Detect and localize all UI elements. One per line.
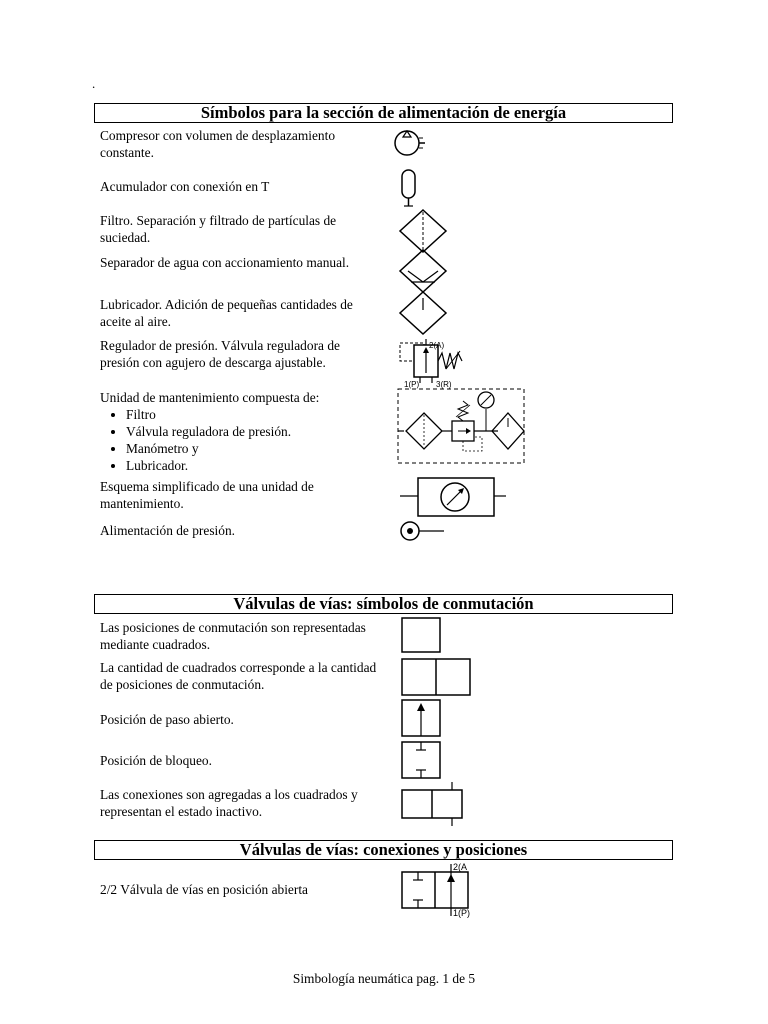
list-item: • Válvula reguladora de presión. (126, 423, 380, 440)
two-squares-icon (400, 657, 474, 699)
row-text-compressor: Compresor con volumen de desplazamiento constante. (100, 128, 336, 160)
regulator-label-p: 1(P) (404, 380, 420, 389)
pressure-regulator-icon (398, 337, 478, 391)
valve-label-a: 2(A (453, 862, 468, 872)
pressure-source-icon (398, 519, 448, 543)
row-text-lubricator: Lubricador. Adición de pequeñas cantidades de aceite al aire. (100, 297, 353, 329)
row-text-connections: Las conexiones son agregadas a los cuadrados y representan el estado inactivo. (100, 787, 358, 819)
blocked-position-icon (400, 740, 444, 782)
list-item: • Filtro (126, 406, 380, 423)
regulator-label-a: 2(A) (429, 341, 445, 350)
row-text-accumulator: Acumulador con conexión en T (100, 179, 270, 194)
row-text-single-square: Las posiciones de conmutación son representadas mediante cuadrados. (100, 620, 366, 652)
connections-icon (400, 780, 470, 828)
row-text-two-squares: La cantidad de cuadrados corresponde a la cantidad de posiciones de conmutación. (100, 660, 377, 692)
maintenance-unit-title: Unidad de mantenimiento compuesta de: (100, 390, 320, 405)
row-text-filter: Filtro. Separación y filtrado de partículas de suciedad. (100, 213, 337, 245)
page-footer: Simbología neumática pag. 1 de 5 (292, 971, 476, 986)
open-flow-icon (400, 698, 444, 740)
row-text-valve-2-2: 2/2 Válvula de vías en posición abierta (100, 882, 308, 897)
section-title-switching-symbols: Válvulas de vías: símbolos de conmutación (94, 594, 673, 614)
regulator-label-r: 3(R) (436, 380, 452, 389)
row-text-maintenance-unit (100, 389, 380, 474)
list-item: • Lubricador. (126, 457, 380, 474)
lubricator-icon (398, 290, 448, 336)
list-item: • Manómetro y (126, 440, 380, 457)
simplified-maintenance-unit-icon (398, 472, 508, 522)
single-square-icon (400, 616, 444, 656)
valve-2-2-open-icon (400, 862, 476, 918)
compressor-icon (392, 126, 428, 160)
row-text-pressure-source: Alimentación de presión. (100, 523, 235, 538)
page-marker: . (92, 76, 96, 91)
accumulator-icon (400, 168, 420, 208)
maintenance-unit-icon (396, 387, 526, 467)
maintenance-unit-list (100, 406, 380, 474)
row-text-blocked: Posición de bloqueo. (100, 753, 212, 768)
section-title-connections-positions: Válvulas de vías: conexiones y posiciones (94, 840, 673, 860)
water-separator-icon (398, 248, 448, 294)
row-text-pressure-regulator: Regulador de presión. Válvula reguladora de presión con agujero de descarga ajustable. (100, 338, 340, 370)
valve-label-p: 1(P) (453, 908, 471, 918)
row-text-open-flow: Posición de paso abierto. (100, 712, 234, 727)
row-text-water-separator: Separador de agua con accionamiento manual. (100, 255, 350, 270)
row-text-simplified-unit: Esquema simplificado de una unidad de mantenimiento. (100, 479, 314, 511)
section-title-power-supply: Símbolos para la sección de alimentación de energía (94, 103, 673, 123)
